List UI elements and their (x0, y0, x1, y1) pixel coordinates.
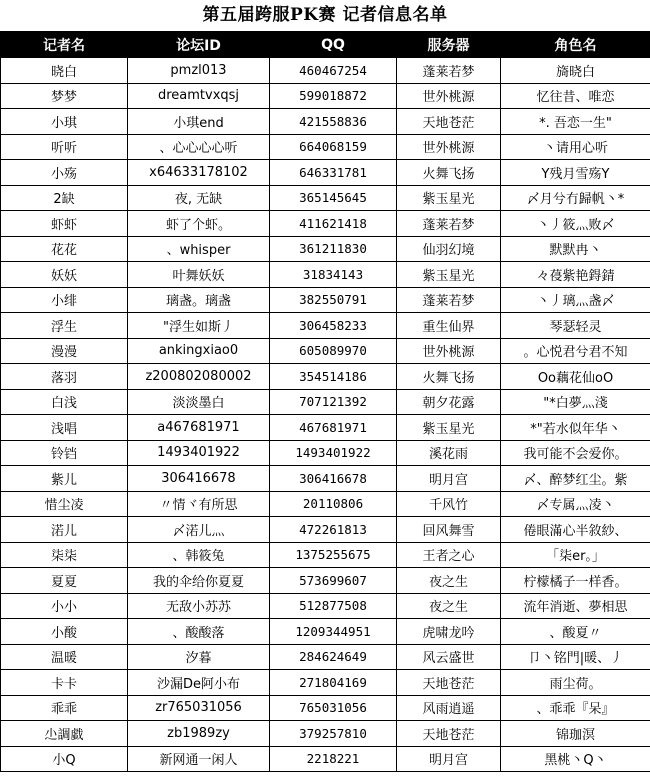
table-row (1, 415, 650, 441)
table-row (1, 466, 650, 492)
table-row (1, 389, 650, 415)
cell-server: 风雨逍遥 (397, 695, 501, 721)
cell-qq: 411621418 (270, 211, 397, 237)
table-row (1, 721, 650, 747)
cell-reporter-name: 白浅 (1, 389, 128, 415)
cell-reporter-name: 温暖 (1, 644, 128, 670)
cell-qq: 599018872 (270, 83, 397, 109)
cell-reporter-name: 漫漫 (1, 338, 128, 364)
table-row (1, 517, 650, 543)
header-row (1, 32, 650, 58)
cell-character-name: 〆专属灬凌丶 (501, 491, 650, 517)
cell-server: 明月宫 (397, 466, 501, 492)
cell-server: 世外桃源 (397, 134, 501, 160)
cell-reporter-name: 乖乖 (1, 695, 128, 721)
cell-qq: 646331781 (270, 160, 397, 186)
table-row (1, 364, 650, 390)
cell-reporter-name: 小绯 (1, 287, 128, 313)
cell-reporter-name: 妖妖 (1, 262, 128, 288)
cell-forum-id: "浮生如斯丿 (128, 313, 270, 339)
header-forum-id: 论坛ID (128, 32, 270, 58)
cell-character-name: 默默冉丶 (501, 236, 650, 262)
cell-server: 溪花雨 (397, 440, 501, 466)
cell-character-name: 、乖乖『呆』 (501, 695, 650, 721)
cell-reporter-name: 小酸 (1, 619, 128, 645)
cell-forum-id: 夜, 无缺 (128, 185, 270, 211)
cell-reporter-name: 渃儿 (1, 517, 128, 543)
cell-forum-id: 汐暮 (128, 644, 270, 670)
cell-server: 紫玉星光 (397, 415, 501, 441)
cell-server: 蓬莱若梦 (397, 58, 501, 84)
sheet-title: 第五届跨服PK赛 记者信息名单 (202, 5, 448, 25)
header-qq: QQ (270, 32, 397, 58)
cell-forum-id: 、心心心心听 (128, 134, 270, 160)
cell-reporter-name: 卡卡 (1, 670, 128, 696)
cell-server: 重生仙界 (397, 313, 501, 339)
cell-reporter-name: 花花 (1, 236, 128, 262)
table-row (1, 185, 650, 211)
table-row (1, 109, 650, 135)
cell-reporter-name: 落羽 (1, 364, 128, 390)
cell-reporter-name: 小殇 (1, 160, 128, 186)
cell-reporter-name: 浅唱 (1, 415, 128, 441)
cell-forum-id: 叶舞妖妖 (128, 262, 270, 288)
cell-character-name: 。心悦君兮君不知 (501, 338, 650, 364)
cell-forum-id: 新网通一闲人 (128, 746, 270, 772)
cell-qq: 605089970 (270, 338, 397, 364)
cell-forum-id: a467681971 (128, 415, 270, 441)
cell-qq: 20110806 (270, 491, 397, 517)
cell-character-name: 〆、醉梦红尘。紫 (501, 466, 650, 492)
cell-server: 世外桃源 (397, 338, 501, 364)
cell-forum-id: 小琪end (128, 109, 270, 135)
table-row (1, 568, 650, 594)
cell-forum-id: 〆渃儿灬 (128, 517, 270, 543)
cell-forum-id: 306416678 (128, 466, 270, 492)
reporter-table (0, 31, 650, 772)
cell-character-name: 黑桃丶Q丶 (501, 746, 650, 772)
cell-qq: 361211830 (270, 236, 397, 262)
cell-server: 夜之生 (397, 593, 501, 619)
cell-forum-id: 〃情ヾ有所思 (128, 491, 270, 517)
cell-qq: 379257810 (270, 721, 397, 747)
cell-forum-id: 1493401922 (128, 440, 270, 466)
cell-server: 蓬莱若梦 (397, 287, 501, 313)
cell-reporter-name: 梦梦 (1, 83, 128, 109)
cell-qq: 421558836 (270, 109, 397, 135)
cell-reporter-name: 尐調戱 (1, 721, 128, 747)
cell-server: 风云盛世 (397, 644, 501, 670)
cell-forum-id: 淡淡墨白 (128, 389, 270, 415)
header-character-name: 角色名 (501, 32, 650, 58)
cell-qq: 707121392 (270, 389, 397, 415)
cell-server: 蓬莱若梦 (397, 211, 501, 237)
cell-character-name: 丶丿筱灬败〆 (501, 211, 650, 237)
table-row (1, 695, 650, 721)
table-row (1, 593, 650, 619)
table-row (1, 338, 650, 364)
cell-character-name: 倦眼滿心半敘紗、 (501, 517, 650, 543)
cell-qq: 467681971 (270, 415, 397, 441)
cell-server: 千风竹 (397, 491, 501, 517)
cell-qq: 765031056 (270, 695, 397, 721)
cell-qq: 460467254 (270, 58, 397, 84)
cell-reporter-name: 浮生 (1, 313, 128, 339)
cell-forum-id: dreamtvxqsj (128, 83, 270, 109)
cell-qq: 31834143 (270, 262, 397, 288)
cell-server: 天地苍茫 (397, 670, 501, 696)
cell-character-name: Y残月雪殇Y (501, 160, 650, 186)
cell-forum-id: 沙漏De阿小布 (128, 670, 270, 696)
cell-reporter-name: 小小 (1, 593, 128, 619)
table-row (1, 58, 650, 84)
cell-reporter-name: 小琪 (1, 109, 128, 135)
cell-character-name: 忆往昔、唯恋 (501, 83, 650, 109)
table-row (1, 440, 650, 466)
cell-qq: 472261813 (270, 517, 397, 543)
cell-forum-id: pmzl013 (128, 58, 270, 84)
cell-character-name: 丶丿璃灬盏〆 (501, 287, 650, 313)
cell-reporter-name: 紫儿 (1, 466, 128, 492)
cell-reporter-name: 铃铛 (1, 440, 128, 466)
table-row (1, 287, 650, 313)
cell-character-name: Oo藕花仙oO (501, 364, 650, 390)
cell-reporter-name: 夏夏 (1, 568, 128, 594)
cell-server: 朝夕花露 (397, 389, 501, 415)
table-row (1, 644, 650, 670)
cell-server: 虎啸龙吟 (397, 619, 501, 645)
cell-qq: 271804169 (270, 670, 397, 696)
cell-character-name: 雨尘荷。 (501, 670, 650, 696)
cell-qq: 573699607 (270, 568, 397, 594)
cell-character-name: "*白夢灬淺 (501, 389, 650, 415)
cell-reporter-name: 柒柒 (1, 542, 128, 568)
cell-forum-id: ankingxiao0 (128, 338, 270, 364)
cell-server: 天地苍茫 (397, 721, 501, 747)
header-server: 服务器 (397, 32, 501, 58)
cell-reporter-name: 惜尘凌 (1, 491, 128, 517)
table-row (1, 211, 650, 237)
cell-server: 紫玉星光 (397, 185, 501, 211)
cell-qq: 382550791 (270, 287, 397, 313)
cell-character-name: 流年消逝、夢相思 (501, 593, 650, 619)
cell-server: 仙羽幻境 (397, 236, 501, 262)
cell-qq: 354514186 (270, 364, 397, 390)
cell-character-name: 、酸夏〃 (501, 619, 650, 645)
cell-character-name: 我可能不会爱你。 (501, 440, 650, 466)
cell-qq: 284624649 (270, 644, 397, 670)
cell-server: 火舞飞扬 (397, 364, 501, 390)
cell-character-name: 〆月兮冇歸帆丶* (501, 185, 650, 211)
cell-forum-id: z200802080002 (128, 364, 270, 390)
cell-character-name: 卩丶铭門|暖、丿 (501, 644, 650, 670)
cell-character-name: *"若水似年华丶 (501, 415, 650, 441)
cell-forum-id: 无敌小苏苏 (128, 593, 270, 619)
cell-character-name: *. 吾恋一生" (501, 109, 650, 135)
table-row (1, 160, 650, 186)
cell-server: 紫玉星光 (397, 262, 501, 288)
cell-forum-id: x64633178102 (128, 160, 270, 186)
cell-forum-id: zb1989zy (128, 721, 270, 747)
cell-character-name: 柠檬橘子一样香。 (501, 568, 650, 594)
table-row (1, 134, 650, 160)
table-row (1, 262, 650, 288)
cell-forum-id: 璃盏。璃盏 (128, 287, 270, 313)
cell-reporter-name: 2缺 (1, 185, 128, 211)
table-row (1, 670, 650, 696)
cell-qq: 1375255675 (270, 542, 397, 568)
cell-character-name: 「柒er。」 (501, 542, 650, 568)
cell-server: 王者之心 (397, 542, 501, 568)
cell-server: 夜之生 (397, 568, 501, 594)
cell-reporter-name: 晓白 (1, 58, 128, 84)
cell-server: 世外桃源 (397, 83, 501, 109)
cell-server: 天地苍茫 (397, 109, 501, 135)
cell-qq: 365145645 (270, 185, 397, 211)
cell-server: 火舞飞扬 (397, 160, 501, 186)
cell-forum-id: 、whisper (128, 236, 270, 262)
cell-character-name: 丶请用心听 (501, 134, 650, 160)
cell-qq: 306458233 (270, 313, 397, 339)
table-row (1, 83, 650, 109)
table-row (1, 313, 650, 339)
cell-qq: 1209344951 (270, 619, 397, 645)
cell-server: 明月宫 (397, 746, 501, 772)
cell-qq: 1493401922 (270, 440, 397, 466)
cell-qq: 306416678 (270, 466, 397, 492)
cell-forum-id: 虾了个虾。 (128, 211, 270, 237)
cell-qq: 664068159 (270, 134, 397, 160)
table-row (1, 236, 650, 262)
table-row (1, 491, 650, 517)
cell-character-name: 琴瑟轻灵 (501, 313, 650, 339)
cell-character-name: 々葠紫艳鍀錆 (501, 262, 650, 288)
table-row (1, 746, 650, 772)
cell-forum-id: zr765031056 (128, 695, 270, 721)
cell-server: 回风舞雪 (397, 517, 501, 543)
cell-forum-id: 、韩筱兔 (128, 542, 270, 568)
cell-reporter-name: 虾虾 (1, 211, 128, 237)
cell-reporter-name: 小Q (1, 746, 128, 772)
cell-character-name: 锦珈溟 (501, 721, 650, 747)
cell-reporter-name: 听听 (1, 134, 128, 160)
header-reporter-name: 记者名 (1, 32, 128, 58)
cell-forum-id: 、酸酸落 (128, 619, 270, 645)
cell-qq: 512877508 (270, 593, 397, 619)
cell-character-name: 旖晓白 (501, 58, 650, 84)
table-row (1, 542, 650, 568)
table-row (1, 619, 650, 645)
cell-forum-id: 我的伞给你夏夏 (128, 568, 270, 594)
cell-qq: 2218221 (270, 746, 397, 772)
